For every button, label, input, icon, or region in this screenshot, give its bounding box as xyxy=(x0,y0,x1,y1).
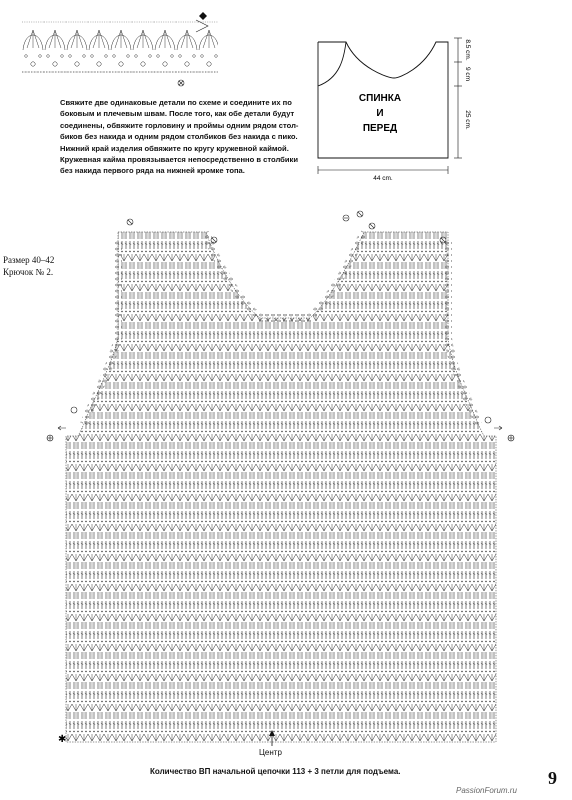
page-number: 9 xyxy=(548,768,557,788)
center-label: Центр xyxy=(259,748,282,757)
instructions-line: боковым и плечевым швам. После того, как обе детали будут xyxy=(60,109,295,119)
dimension-top: 8.5 cm. xyxy=(464,39,471,61)
start-marker-icon xyxy=(199,12,207,20)
garment-schematic xyxy=(318,38,471,182)
start-asterisk-icon: ✱ xyxy=(58,734,67,745)
size-label: Размер 40–42 xyxy=(3,255,55,265)
instructions-line: без накида первого ряда на нижней кромке топа. xyxy=(60,166,245,176)
schematic-label-1: СПИНКА xyxy=(358,93,402,104)
width-dimension: 44 cm. xyxy=(373,175,393,182)
instructions-line: Свяжите две одинаковые детали по схеме и соедините их по xyxy=(60,98,292,107)
foundation-chain-note: Количество ВП начальной цепочки 113 + 3 петли для подъема. xyxy=(150,767,401,776)
schematic-label-2: И xyxy=(376,108,384,119)
schematic-label-3: ПЕРЕД xyxy=(362,123,398,134)
main-stitch-chart xyxy=(47,211,514,746)
dimension-bottom: 25 cm. xyxy=(464,110,471,130)
lace-edging-chart xyxy=(22,12,218,86)
watermark: PassionForum.ru xyxy=(456,786,517,795)
dimension-mid: 9 cm xyxy=(464,66,471,82)
instructions-line: Кружевная кайма провязывается непосредственно в столбики xyxy=(60,155,298,165)
hook-label: Крючок № 2. xyxy=(3,267,54,277)
instructions-line: биков без накида и одним рядом столбиков без накида с пико. xyxy=(60,132,298,142)
instructions-line: Нижний край изделия обвяжите по кругу кружевной каймой. xyxy=(60,143,289,153)
instructions-line: соединены, обвяжите горловину и проймы одним рядом стол- xyxy=(60,120,299,130)
